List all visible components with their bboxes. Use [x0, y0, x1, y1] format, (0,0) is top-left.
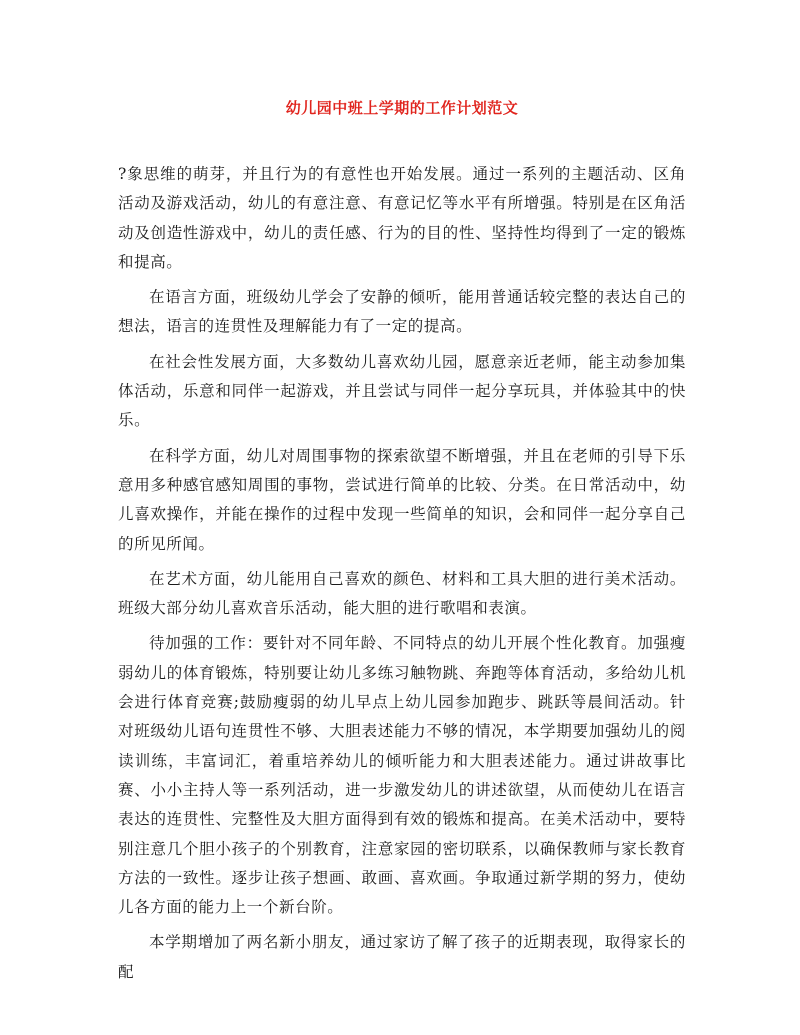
paragraph-improvements: 待加强的工作：要针对不同年龄、不同特点的幼儿开展个性化教育。加强瘦弱幼儿的体育锻炼，特别要让幼儿多练习触物跳、奔跑等体育活动，多给幼儿机会进行体育竞赛;鼓励瘦弱的幼儿早点上幼儿园参加跑步、跳跃等晨间活动。针对班级幼儿语句连贯性不够、大胆表述能力不够的情况，本学期要加强幼儿的阅读训练，丰富词汇，着重培养幼儿的倾听能力和大胆表述能力。通过讲故事比赛、小小主持人等一系列活动，进一步激发幼儿的讲述欲望，从而使幼儿在语言表达的连贯性、完整性及大胆方面得到有效的锻炼和提高。在美术活动中，要特别注意几个胆小孩子的个别教育，注意家园的密切联系，以确保教师与家长教育方法的一致性。逐步让孩子想画、敢画、喜欢画。争取通过新学期的努力，使幼儿各方面的能力上一个新台阶。 — [118, 634, 686, 917]
paragraph-art: 在艺术方面，幼儿能用自己喜欢的颜色、材料和工具大胆的进行美术活动。班级大部分幼儿喜欢音乐活动，能大胆的进行歌唱和表演。 — [118, 569, 686, 618]
document-title: 幼儿园中班上学期的工作计划范文 — [285, 99, 519, 117]
document-page — [118, 98, 686, 993]
paragraph-social: 在社会性发展方面，大多数幼儿喜欢幼儿园，愿意亲近老师，能主动参加集体活动，乐意和同伴一起游戏，并且尝试与同伴一起分享玩具，并体验其中的快乐。 — [118, 352, 686, 430]
paragraph-new-students: 本学期增加了两名新小朋友，通过家访了解了孩子的近期表现，取得家长的配 — [118, 933, 686, 981]
paragraph-science: 在科学方面，幼儿对周围事物的探索欲望不断增强，并且在老师的引导下乐意用多种感官感知周围的事物，尝试进行简单的比较、分类。在日常活动中，幼儿喜欢操作，并能在操作的过程中发现一些简单的知识，会和同伴一起分享自己的所见所闻。 — [118, 446, 686, 553]
paragraph-continuation: ?象思维的萌芽，并且行为的有意性也开始发展。通过一系列的主题活动、区角活动及游戏活动，幼儿的有意注意、有意记忆等水平有所增强。特别是在区角活动及创造性游戏中，幼儿的责任感、行为的目的性、坚持性均得到了一定的锻炼和提高。 — [118, 165, 686, 271]
paragraph-language: 在语言方面，班级幼儿学会了安静的倾听，能用普通话较完整的表达自己的想法，语言的连贯性及理解能力有了一定的提高。 — [118, 288, 686, 336]
